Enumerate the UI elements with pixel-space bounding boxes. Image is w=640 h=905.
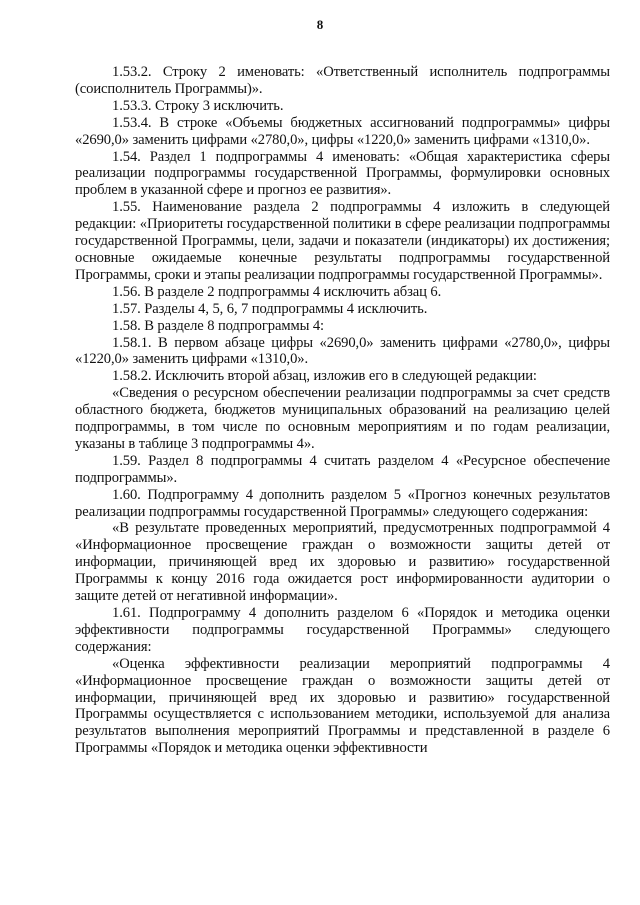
paragraph-1-61: 1.61. Подпрограмму 4 дополнить разделом 6 «Порядок и методика оценки эффективности подпрограммы государственной Программы» следующего содержания: bbox=[75, 605, 610, 655]
paragraph-1-55: 1.55. Наименование раздела 2 подпрограммы 4 изложить в следующей редакции: «Приоритеты государственной политики в сфере реализации подпрограммы государственной Программы, цели, задачи и показатели (индикаторы) их достижения; основные ожидаемые конечные результаты подпрограммы государственной Программы, сроки и этапы реализации подпрограммы государственной Программы». bbox=[75, 199, 610, 283]
paragraph-1-53-2: 1.53.2. Строку 2 именовать: «Ответственный исполнитель подпрограммы (соисполнитель Программы)». bbox=[75, 64, 610, 97]
paragraph-quote-resources: «Сведения о ресурсном обеспечении реализации подпрограммы за счет средств областного бюджета, бюджетов муниципальных образований на реализацию целей подпрограммы, в том числе по основным мероприятиям и по годам реализации, указаны в таблице 3 подпрограммы 4». bbox=[75, 385, 610, 452]
paragraph-1-58-2: 1.58.2. Исключить второй абзац, изложив его в следующей редакции: bbox=[112, 368, 537, 385]
paragraph-1-56: 1.56. В разделе 2 подпрограммы 4 исключить абзац 6. bbox=[112, 283, 442, 300]
paragraph-1-53-3: 1.53.3. Строку 3 исключить. bbox=[112, 97, 284, 114]
paragraph-1-54: 1.54. Раздел 1 подпрограммы 4 именовать: «Общая характеристика сферы реализации подпрограммы государственной Программы, формулировки основных проблем в указанной сфере и прогноз ее развития». bbox=[75, 148, 610, 199]
document-body bbox=[75, 64, 610, 757]
page-number: 8 bbox=[316, 17, 324, 32]
paragraph-1-58: 1.58. В разделе 8 подпрограммы 4: bbox=[112, 317, 325, 334]
paragraph-1-58-1: 1.58.1. В первом абзаце цифры «2690,0» заменить цифрами «2780,0», цифры «1220,0» заменить цифрами «1310,0». bbox=[75, 334, 610, 368]
paragraph-quote-evaluation: «Оценка эффективности реализации мероприятий подпрограммы 4 «Информационное просвещение граждан о возможности защиты детей от информации, причиняющей вред их здоровью и развитию» государственной Программы осуществляется с использованием методики, используемой для анализа результатов выполнения мероприятий Программы и представленной в разделе 6 Программы «Порядок и методика оценки эффективности bbox=[75, 655, 610, 757]
paragraph-1-53-4: 1.53.4. В строке «Объемы бюджетных ассигнований подпрограммы» цифры «2690,0» заменить цифрами «2780,0», цифры «1220,0» заменить цифрами «1310,0». bbox=[75, 114, 610, 148]
paragraph-1-57: 1.57. Разделы 4, 5, 6, 7 подпрограммы 4 исключить. bbox=[112, 300, 428, 317]
paragraph-quote-results: «В результате проведенных мероприятий, предусмотренных подпрограммой 4 «Информационное просвещение граждан о возможности защиты детей от информации, причиняющей вред их здоровью и развитию» государственной Программы к концу 2016 года ожидается рост информированности аудитории о защите детей от негативной информации». bbox=[75, 520, 610, 605]
paragraph-1-60: 1.60. Подпрограмму 4 дополнить разделом 5 «Прогноз конечных результатов реализации подпрограммы государственной Программы» следующего содержания: bbox=[75, 486, 610, 520]
paragraph-1-59: 1.59. Раздел 8 подпрограммы 4 считать разделом 4 «Ресурсное обеспечение подпрограммы». bbox=[75, 452, 610, 486]
